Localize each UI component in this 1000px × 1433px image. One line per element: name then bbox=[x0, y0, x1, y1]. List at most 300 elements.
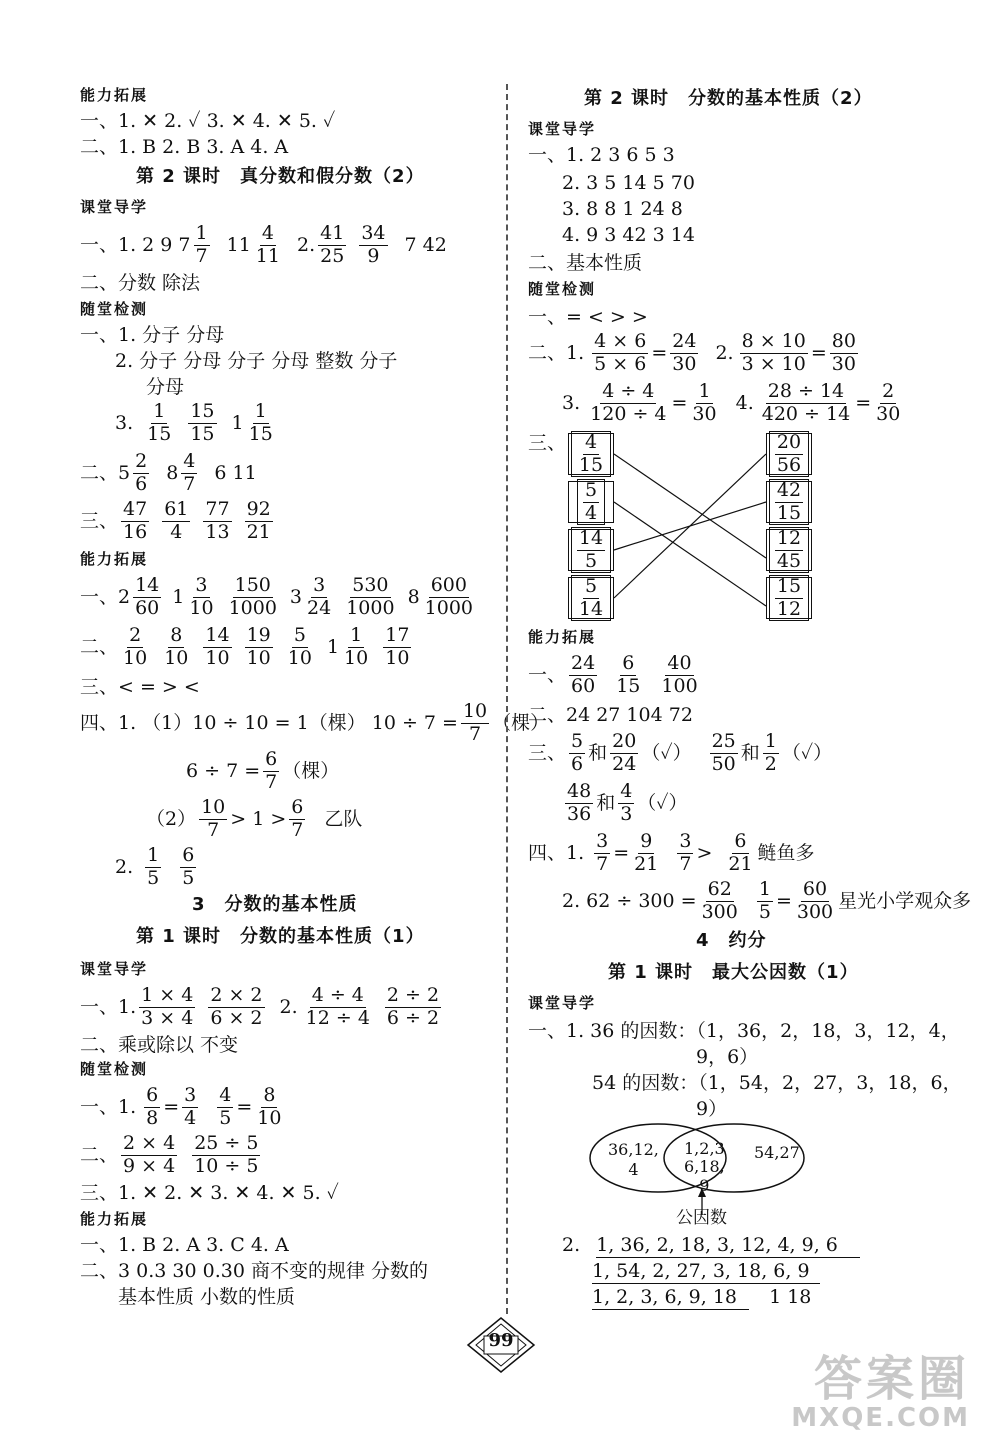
fraction bbox=[181, 452, 197, 495]
numerator: 1 bbox=[764, 730, 777, 752]
fraction bbox=[245, 500, 273, 543]
answer-text: 二、 bbox=[80, 1143, 119, 1166]
denominator: 10 bbox=[344, 646, 369, 669]
denominator: 45 bbox=[776, 549, 802, 572]
denominator: 60 bbox=[571, 674, 596, 697]
numerator: 40 bbox=[667, 652, 692, 674]
answer-line bbox=[80, 702, 549, 745]
fraction bbox=[385, 986, 441, 1029]
answer-text: 3. bbox=[562, 391, 581, 414]
denominator: 6 × 2 bbox=[210, 1006, 263, 1029]
denominator: 24 bbox=[307, 596, 332, 619]
denominator: 2 bbox=[764, 752, 777, 775]
answer-text: > 1 > bbox=[230, 807, 287, 830]
answer-text: > bbox=[696, 841, 713, 864]
answer-line bbox=[186, 750, 339, 793]
answer-line: 3. 8 8 1 24 8 bbox=[562, 198, 683, 220]
match-box-left bbox=[568, 526, 614, 572]
fraction bbox=[203, 500, 231, 543]
answer-text: 三、 bbox=[528, 741, 567, 764]
answer-text: （✓） bbox=[637, 791, 688, 814]
denominator: 4 bbox=[584, 501, 598, 524]
answer-text: 一、1. bbox=[80, 1095, 137, 1118]
denominator: 12 bbox=[776, 597, 802, 620]
fraction bbox=[133, 576, 161, 619]
denominator: 15 bbox=[248, 422, 273, 445]
numerator: 77 bbox=[205, 498, 230, 520]
answer-line: 三、< = > < bbox=[80, 676, 200, 698]
column-divider bbox=[506, 84, 508, 1314]
numerator: 3 bbox=[184, 1084, 197, 1106]
answer-line: 一、1. 36 的因数：（1，36，2，18，3，12，4， bbox=[528, 1020, 960, 1042]
answer-line bbox=[592, 1262, 820, 1281]
fraction bbox=[830, 332, 858, 375]
right-column bbox=[510, 0, 1000, 1431]
fraction bbox=[203, 626, 231, 669]
numerator: 530 bbox=[352, 574, 389, 596]
answer-line bbox=[80, 1086, 286, 1129]
answer-line: 54 的因数：（1，54，2，27，3，18，6， bbox=[592, 1072, 962, 1094]
fraction bbox=[659, 654, 699, 697]
numerator: 1 bbox=[195, 222, 208, 244]
numerator: 8 bbox=[170, 624, 183, 646]
fraction bbox=[254, 224, 282, 267]
fraction bbox=[121, 1134, 177, 1177]
numerator: 92 bbox=[246, 498, 271, 520]
numerator: 42 bbox=[776, 478, 802, 501]
denominator: 10 bbox=[189, 596, 214, 619]
fraction bbox=[760, 382, 852, 425]
answer-line bbox=[80, 576, 478, 619]
answer-line: 一、1. 分子 分母 bbox=[80, 324, 225, 346]
denominator: 24 bbox=[612, 752, 637, 775]
answer-text: 和 bbox=[740, 741, 760, 764]
page-number: 99 bbox=[488, 1330, 514, 1351]
unit-title: 3 分数的基本性质 bbox=[192, 894, 358, 915]
numerator: 62 bbox=[707, 878, 732, 900]
numerator: 61 bbox=[164, 498, 189, 520]
answer-line bbox=[80, 626, 414, 669]
numerator: 6 bbox=[182, 844, 195, 866]
fraction bbox=[569, 654, 597, 697]
fraction bbox=[577, 430, 605, 476]
denominator: 16 bbox=[123, 520, 148, 543]
fraction bbox=[145, 846, 161, 889]
answer-text: 1 18 bbox=[769, 1286, 812, 1308]
numerator: 2 bbox=[135, 450, 148, 472]
denominator: 15 bbox=[776, 501, 802, 524]
answer-line: 一、= < > > bbox=[528, 306, 648, 328]
fraction bbox=[795, 880, 835, 923]
fraction bbox=[133, 452, 149, 495]
fraction bbox=[162, 626, 190, 669]
venn-caption: 公因数 bbox=[676, 1208, 727, 1228]
answer-text: 一、 bbox=[528, 663, 567, 686]
answer-line: 基本性质 小数的性质 bbox=[118, 1286, 296, 1308]
numerator: 4 bbox=[261, 222, 274, 244]
denominator: 10 bbox=[257, 1106, 282, 1129]
answer-line: 二、基本性质 bbox=[528, 252, 643, 274]
unit-title: 4 约分 bbox=[696, 930, 767, 951]
answer-line: 2. 分子 分母 分子 分母 整数 分子 bbox=[115, 350, 398, 372]
denominator: 10 bbox=[385, 646, 410, 669]
fraction bbox=[182, 1086, 198, 1129]
match-box-right bbox=[766, 478, 812, 524]
answer-line bbox=[80, 224, 447, 267]
venn-text: 1,2,3 bbox=[684, 1139, 725, 1158]
match-box-left bbox=[568, 430, 614, 476]
section-heading: 课堂导学 bbox=[80, 198, 149, 216]
numerator: 8 × 10 bbox=[741, 330, 806, 352]
denominator: 36 bbox=[567, 802, 592, 825]
answer-line: 2. 3 5 14 5 70 bbox=[562, 172, 695, 194]
numerator: 19 bbox=[246, 624, 271, 646]
fraction bbox=[286, 626, 314, 669]
fraction bbox=[217, 1086, 233, 1129]
numerator: 2 × 2 bbox=[210, 984, 263, 1006]
venn-text: 4 bbox=[628, 1160, 639, 1179]
fraction bbox=[588, 382, 668, 425]
numerator: 14 bbox=[135, 574, 160, 596]
fraction bbox=[670, 332, 698, 375]
denominator: 4 bbox=[184, 1106, 197, 1129]
answer-line bbox=[562, 782, 688, 825]
fraction bbox=[423, 576, 475, 619]
numerator: 2 bbox=[882, 380, 895, 402]
numerator: 1 × 4 bbox=[141, 984, 194, 1006]
fraction bbox=[144, 1086, 160, 1129]
numerator: 4 bbox=[620, 780, 633, 802]
numerator: 3 bbox=[596, 830, 609, 852]
numerator: 1 bbox=[147, 844, 160, 866]
answer-text: 3. bbox=[115, 411, 134, 434]
fraction bbox=[245, 626, 273, 669]
numerator: 24 bbox=[672, 330, 697, 352]
match-box-right bbox=[766, 430, 812, 476]
denominator: 15 bbox=[578, 453, 604, 476]
denominator: 7 bbox=[679, 852, 692, 875]
fraction bbox=[700, 880, 740, 923]
denominator: 9 bbox=[367, 244, 380, 267]
numerator: 34 bbox=[361, 222, 386, 244]
answer-text: 二、 bbox=[80, 635, 119, 658]
denominator: 7 bbox=[195, 244, 208, 267]
answer-line: 三、1. ✕ 2. ✕ 3. ✕ 4. ✕ 5. ✓ bbox=[80, 1182, 339, 1204]
answer-text: 1 bbox=[172, 585, 185, 608]
denominator: 30 bbox=[876, 402, 901, 425]
fraction bbox=[145, 402, 173, 445]
answer-text: （棵） bbox=[282, 759, 340, 782]
section-heading: 随堂检测 bbox=[528, 280, 597, 298]
fraction bbox=[775, 574, 803, 620]
match-box-right bbox=[766, 526, 812, 572]
numerator: 25 ÷ 5 bbox=[194, 1132, 259, 1154]
numerator: 6 bbox=[734, 830, 747, 852]
fraction bbox=[255, 1086, 283, 1129]
fraction bbox=[610, 732, 638, 775]
denominator: 7 bbox=[291, 818, 304, 841]
denominator: 120 ÷ 4 bbox=[590, 402, 667, 425]
denominator: 13 bbox=[205, 520, 230, 543]
answer-text: 2. 62 ÷ 300 = bbox=[562, 889, 697, 912]
numerator: 4 ÷ 4 bbox=[311, 984, 364, 1006]
fraction bbox=[192, 1134, 260, 1177]
answer-line: 9，6） bbox=[696, 1046, 759, 1068]
fraction bbox=[162, 500, 190, 543]
numerator: 5 bbox=[571, 730, 584, 752]
denominator: 300 bbox=[796, 900, 834, 923]
answer-line bbox=[528, 732, 832, 775]
denominator: 60 bbox=[135, 596, 160, 619]
fraction bbox=[726, 832, 754, 875]
numerator: 6 bbox=[291, 796, 304, 818]
fraction bbox=[614, 654, 642, 697]
numerator: 17 bbox=[385, 624, 410, 646]
fraction bbox=[632, 832, 660, 875]
answer-text: 一、1. 2 9 7 bbox=[80, 233, 191, 256]
denominator: 3 bbox=[620, 802, 633, 825]
numerator: 2 × 4 bbox=[123, 1132, 176, 1154]
answer-text: 2. bbox=[115, 855, 134, 878]
denominator: 10 ÷ 5 bbox=[194, 1154, 259, 1177]
fraction bbox=[577, 574, 605, 620]
answer-line bbox=[115, 402, 278, 445]
numerator: 4 × 6 bbox=[594, 330, 647, 352]
answer-text: = bbox=[236, 1095, 253, 1118]
fraction bbox=[383, 626, 411, 669]
answer-text: 和 bbox=[588, 741, 608, 764]
numerator: 2 ÷ 2 bbox=[386, 984, 440, 1006]
fraction bbox=[583, 478, 599, 524]
fraction bbox=[757, 880, 773, 923]
answer-text: 一、1. bbox=[80, 995, 137, 1018]
answer-line bbox=[562, 1236, 860, 1255]
answer-line: 分母 bbox=[146, 376, 185, 398]
denominator: 420 ÷ 14 bbox=[761, 402, 851, 425]
numerator: 9 bbox=[640, 830, 653, 852]
denominator: 1000 bbox=[424, 596, 474, 619]
numerator: 10 bbox=[201, 796, 226, 818]
lesson-title: 第 1 课时 分数的基本性质（1） bbox=[136, 926, 425, 947]
numerator: 8 bbox=[263, 1084, 276, 1106]
answer-line: 二、24 27 104 72 bbox=[528, 704, 693, 726]
denominator: 4 bbox=[170, 520, 183, 543]
denominator: 5 bbox=[219, 1106, 232, 1129]
denominator: 7 bbox=[183, 472, 196, 495]
answer-line: 二、分数 除法 bbox=[80, 272, 201, 294]
denominator: 6 bbox=[571, 752, 584, 775]
numerator: 600 bbox=[430, 574, 467, 596]
fraction bbox=[263, 750, 279, 793]
denominator: 10 bbox=[164, 646, 189, 669]
denominator: 9 × 4 bbox=[123, 1154, 176, 1177]
answer-text: （2） bbox=[146, 807, 197, 830]
denominator: 21 bbox=[634, 852, 659, 875]
fraction bbox=[188, 402, 216, 445]
numerator: 80 bbox=[831, 330, 856, 352]
denominator: 50 bbox=[711, 752, 736, 775]
numerator: 15 bbox=[190, 400, 215, 422]
answer-line: 二、3 0.3 30 0.30 商不变的规律 分数的 bbox=[80, 1260, 428, 1282]
numerator: 24 bbox=[571, 652, 596, 674]
denominator: 1000 bbox=[346, 596, 395, 619]
answer-line: 二、1. $\frac{4 \times 6}{5 \times 6}$ = $\frac{24}{30}$ 2. $\frac{8 \times 10}{3 \times 10}$ = $\frac{80}{30}$ bbox=[528, 330, 856, 375]
section-heading: 随堂检测 bbox=[80, 1060, 149, 1078]
numerator: 28 ÷ 14 bbox=[767, 380, 845, 402]
numerator: 5 bbox=[584, 478, 598, 501]
venn-right-set: 54,27 bbox=[754, 1143, 800, 1162]
denominator: 30 bbox=[831, 352, 856, 375]
answer-text: 1, 54, 2, 27, 3, 18, 6, 9 bbox=[592, 1260, 820, 1284]
numerator: 5 bbox=[584, 574, 598, 597]
match-box-right bbox=[766, 574, 812, 620]
numerator: 4 bbox=[183, 450, 196, 472]
denominator: 5 × 6 bbox=[594, 352, 647, 375]
numerator: 4 bbox=[584, 430, 598, 453]
fraction bbox=[763, 732, 779, 775]
denominator: 25 bbox=[320, 244, 345, 267]
answer-text: 二、1. bbox=[528, 341, 585, 364]
answer-text: 6 ÷ 7 = bbox=[186, 759, 261, 782]
fraction bbox=[304, 986, 372, 1029]
denominator: 5 bbox=[758, 900, 771, 923]
numerator: 15 bbox=[776, 574, 802, 597]
answer-text: 2. bbox=[279, 995, 298, 1018]
numerator: 3 bbox=[679, 830, 692, 852]
lesson-title: 第 2 课时 分数的基本性质（2） bbox=[584, 88, 873, 109]
answer-line bbox=[528, 832, 815, 875]
denominator: 100 bbox=[661, 674, 698, 697]
section-heading: 能力拓展 bbox=[80, 1210, 149, 1228]
answer-line: 3. $\frac{4 \div 4}{120 \div 4}$ = $\frac{1}{30}$ 4. $\frac{28 \div 14}{420 \div 14}$ = $\frac{2}{30}$ bbox=[562, 380, 901, 425]
numerator: 6 bbox=[265, 748, 278, 770]
match-box-left bbox=[568, 478, 614, 524]
numerator: 41 bbox=[320, 222, 345, 244]
denominator: 7 bbox=[207, 818, 220, 841]
numerator: 150 bbox=[234, 574, 271, 596]
answer-line bbox=[80, 1134, 263, 1177]
numerator: 1 bbox=[254, 400, 267, 422]
section-heading: 课堂导学 bbox=[528, 120, 597, 138]
answer-line bbox=[115, 846, 199, 889]
fraction bbox=[690, 382, 718, 425]
answer-text: 7 42 bbox=[404, 233, 447, 256]
numerator: 1 bbox=[758, 878, 771, 900]
answer-text: 6 11 bbox=[214, 461, 257, 484]
fraction bbox=[775, 478, 803, 524]
numerator: 4 ÷ 4 bbox=[602, 380, 655, 402]
fraction bbox=[592, 332, 648, 375]
watermark bbox=[791, 1340, 970, 1433]
denominator: 10 bbox=[123, 646, 148, 669]
denominator: 5 bbox=[182, 866, 195, 889]
venn-text: 9 bbox=[699, 1175, 710, 1195]
fraction bbox=[180, 846, 196, 889]
fraction bbox=[208, 986, 264, 1029]
answer-line bbox=[80, 986, 444, 1029]
answer-text: 1, 36, 2, 18, 3, 12, 4, 9, 6 bbox=[596, 1234, 860, 1258]
answer-text: （棵） bbox=[492, 711, 550, 734]
answer-text: 11 bbox=[226, 233, 251, 256]
fraction bbox=[199, 798, 227, 841]
answer-line: 一、1. B 2. A 3. C 4. A bbox=[80, 1234, 289, 1256]
answer-text: 三、 bbox=[80, 509, 119, 532]
fraction bbox=[359, 224, 387, 267]
fraction bbox=[121, 626, 149, 669]
answer-line bbox=[80, 452, 257, 495]
fraction bbox=[565, 782, 593, 825]
denominator: 10 bbox=[246, 646, 271, 669]
denominator: 21 bbox=[728, 852, 753, 875]
denominator: 6 bbox=[135, 472, 148, 495]
answer-text: 3 bbox=[289, 585, 303, 608]
numerator: 10 bbox=[462, 700, 488, 722]
numerator: 2 bbox=[129, 624, 142, 646]
match-box-left bbox=[568, 574, 614, 620]
section-heading: 课堂导学 bbox=[528, 994, 597, 1012]
venn-intersection bbox=[684, 1140, 725, 1195]
numerator: 47 bbox=[123, 498, 148, 520]
answer-line: 三、 bbox=[528, 432, 567, 454]
denominator: 14 bbox=[578, 597, 604, 620]
fraction bbox=[594, 832, 610, 875]
fraction bbox=[318, 224, 346, 267]
fraction bbox=[775, 430, 803, 476]
answer-line bbox=[146, 798, 362, 841]
answer-text: 1 bbox=[231, 411, 244, 434]
numerator: 25 bbox=[711, 730, 736, 752]
numerator: 5 bbox=[293, 624, 306, 646]
denominator: 12 ÷ 4 bbox=[305, 1006, 370, 1029]
denominator: 7 bbox=[265, 770, 278, 793]
fraction bbox=[121, 500, 149, 543]
fraction bbox=[677, 832, 693, 875]
answer-text: 四、1. bbox=[528, 841, 585, 864]
answer-text: （✓） bbox=[641, 741, 692, 764]
numerator: 20 bbox=[776, 430, 802, 453]
answer-text: = bbox=[613, 841, 630, 864]
denominator: 7 bbox=[469, 722, 482, 745]
answer-text: 8 bbox=[166, 461, 179, 484]
answer-text: 星光小学观众多 bbox=[838, 889, 972, 912]
denominator: 1000 bbox=[228, 596, 277, 619]
denominator: 6 ÷ 2 bbox=[386, 1006, 440, 1029]
answer-line bbox=[80, 500, 276, 543]
venn-left-set bbox=[608, 1142, 659, 1178]
denominator: 5 bbox=[147, 866, 160, 889]
watermark-text: MXQE.COM bbox=[791, 1403, 970, 1433]
fraction bbox=[227, 576, 279, 619]
denominator: 7 bbox=[596, 852, 609, 875]
answer-line bbox=[592, 1288, 811, 1307]
denominator: 15 bbox=[190, 422, 215, 445]
lesson-title: 第 2 课时 真分数和假分数（2） bbox=[136, 166, 425, 187]
fraction bbox=[577, 526, 605, 572]
answer-text: 四、1. （1）10 ÷ 10 = 1（棵） 10 ÷ 7 = bbox=[80, 711, 458, 734]
numerator: 3 bbox=[195, 574, 208, 596]
denominator: 300 bbox=[701, 900, 738, 923]
section-heading: 随堂检测 bbox=[80, 300, 149, 318]
denominator: 30 bbox=[692, 402, 717, 425]
numerator: 14 bbox=[578, 526, 604, 549]
numerator: 60 bbox=[802, 878, 828, 900]
denominator: 10 bbox=[205, 646, 230, 669]
denominator: 3 × 10 bbox=[741, 352, 806, 375]
answer-text: 4. bbox=[735, 391, 754, 414]
denominator: 10 bbox=[287, 646, 312, 669]
fraction bbox=[187, 576, 215, 619]
fraction bbox=[194, 224, 210, 267]
